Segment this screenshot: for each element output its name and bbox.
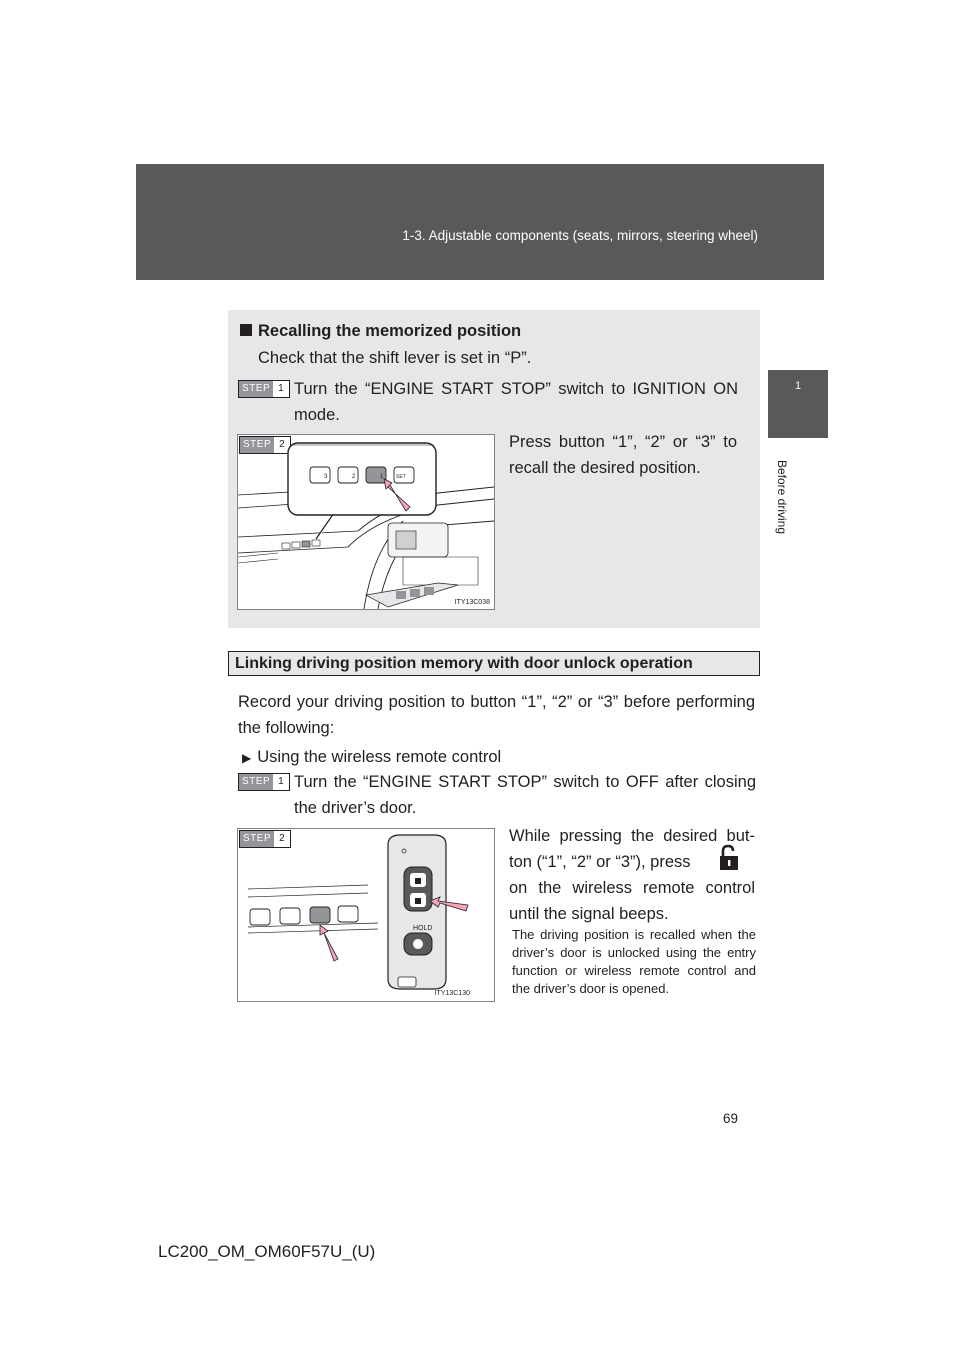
square-bullet-icon	[240, 324, 252, 336]
page-number: 69	[723, 1111, 739, 1126]
figure-code: ITY13C130	[434, 990, 470, 997]
chapter-number: 1	[794, 380, 802, 392]
chapter-tab	[768, 370, 828, 438]
recall-step2-line2: recall the desired position.	[509, 459, 701, 477]
linking-step2-line1: While pressing the desired but-	[509, 827, 755, 845]
memory-button-label: SET	[396, 474, 406, 480]
document-code: LC200_OM_OM60F57U_(U)	[158, 1242, 376, 1261]
bullet-item: ▶ Using the wireless remote control	[242, 748, 502, 766]
recall-step1-line2: mode.	[294, 406, 340, 424]
linking-step2-line2: ton (“1”, “2” or “3”), press	[509, 853, 691, 871]
recall-heading: Recalling the memorized position	[240, 322, 521, 341]
figure-code: ITY13C038	[454, 599, 490, 606]
memory-button-label: 3	[324, 474, 328, 480]
note-text: The driving position is recalled when the driver’s door is unlocked using the entry function or wireless remote control and the driver’s door is opened.	[512, 927, 756, 996]
header-bar	[136, 164, 824, 280]
remote-control-figure	[237, 828, 495, 1002]
hold-label: HOLD	[413, 925, 433, 932]
step-badge: STEP 1	[238, 773, 290, 791]
step-badge: STEP 2	[239, 436, 291, 454]
linking-step2-line3: on the wireless remote control	[509, 879, 755, 897]
remote-illustration	[238, 829, 494, 1001]
memory-buttons-figure	[237, 434, 495, 610]
linking-intro-line1: Record your driving position to button “1”, “2” or “3” before performing	[238, 693, 755, 711]
door-panel-illustration	[238, 435, 494, 609]
memory-button-label: 1	[380, 474, 384, 480]
linking-step2-line4: until the signal beeps.	[509, 905, 669, 923]
recall-step2-line1: Press button “1”, “2” or “3” to	[509, 433, 737, 451]
linking-step1-line2: the driver’s door.	[294, 799, 417, 817]
chapter-title: 1-3. Adjustable components (seats, mirrors, steering wheel)	[402, 228, 758, 243]
triangle-bullet-icon: ▶	[242, 751, 252, 765]
recall-intro: Check that the shift lever is set in “P”.	[258, 349, 532, 367]
linking-intro-line2: the following:	[238, 719, 335, 737]
recall-step1-line1: Turn the “ENGINE START STOP” switch to IGNITION ON	[294, 380, 738, 398]
linking-step1-line1: Turn the “ENGINE START STOP” switch to OFF after closing	[294, 773, 756, 791]
chapter-label-text: Before driving	[775, 459, 789, 535]
chapter-label	[772, 455, 792, 545]
step-badge: STEP 1	[238, 380, 290, 398]
unlock-icon	[718, 844, 740, 872]
memory-button-label: 2	[352, 474, 356, 480]
section-title: Linking driving position memory with door unlock operation	[235, 655, 693, 672]
section-header	[228, 651, 760, 676]
step-badge: STEP 2	[239, 830, 291, 848]
